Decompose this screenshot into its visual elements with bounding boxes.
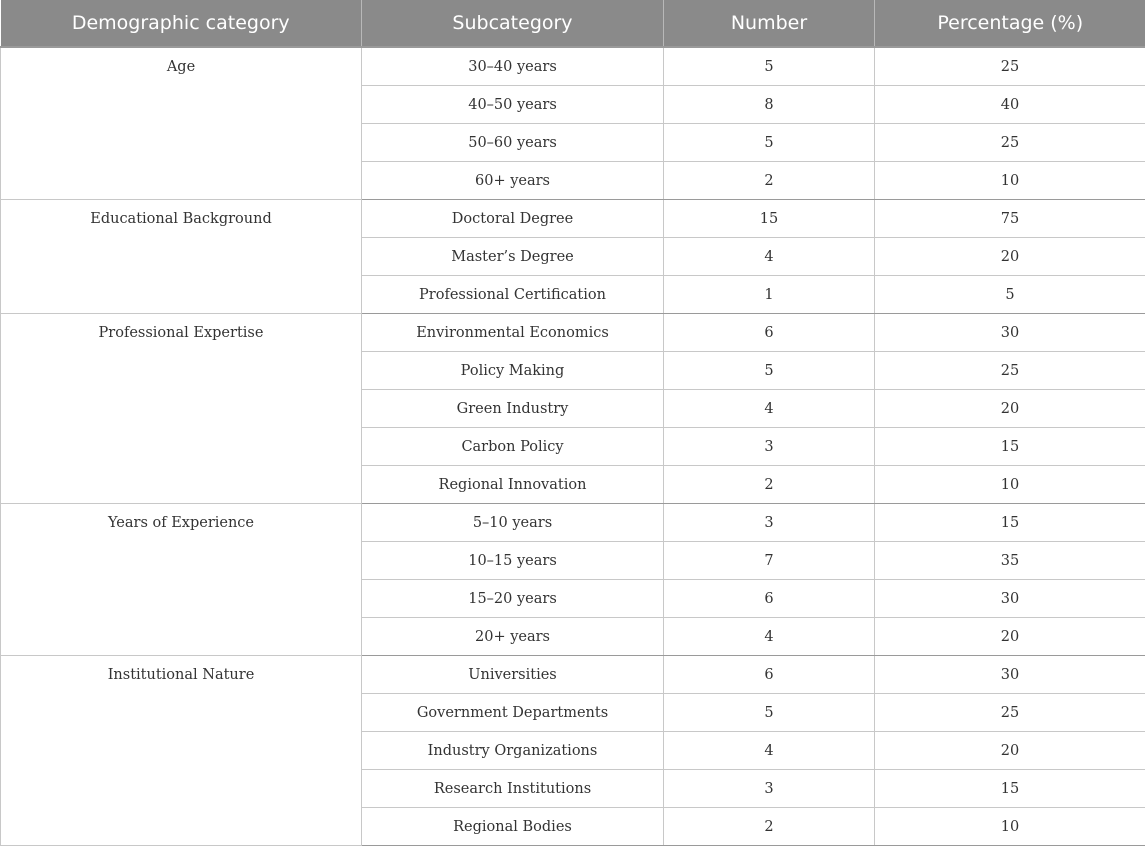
subcategory-cell: 15–20 years (362, 580, 664, 618)
number-cell: 5 (664, 124, 875, 162)
demographic-category-cell: Institutional Nature (1, 656, 362, 846)
number-cell: 4 (664, 238, 875, 276)
subcategory-cell: Regional Bodies (362, 808, 664, 846)
subcategory-cell: 40–50 years (362, 86, 664, 124)
number-cell: 4 (664, 618, 875, 656)
table-row (1, 47, 1145, 86)
number-cell: 5 (664, 352, 875, 390)
number-cell: 7 (664, 542, 875, 580)
subcategory-cell: Environmental Economics (362, 314, 664, 352)
subcategory-cell: 10–15 years (362, 542, 664, 580)
percentage-cell: 40 (875, 86, 1145, 124)
number-cell: 3 (664, 428, 875, 466)
percentage-cell: 10 (875, 162, 1145, 200)
percentage-cell: 75 (875, 200, 1145, 238)
percentage-cell: 30 (875, 314, 1145, 352)
number-cell: 6 (664, 580, 875, 618)
percentage-cell: 10 (875, 466, 1145, 504)
subcategory-cell: Regional Innovation (362, 466, 664, 504)
table-row (1, 656, 1145, 694)
number-cell: 5 (664, 47, 875, 86)
percentage-cell: 15 (875, 428, 1145, 466)
percentage-cell: 10 (875, 808, 1145, 846)
subcategory-cell: Industry Organizations (362, 732, 664, 770)
percentage-cell: 5 (875, 276, 1145, 314)
number-cell: 6 (664, 656, 875, 694)
subcategory-cell: Universities (362, 656, 664, 694)
number-cell: 1 (664, 276, 875, 314)
demographic-category-cell: Educational Background (1, 200, 362, 314)
percentage-cell: 30 (875, 656, 1145, 694)
subcategory-cell: 20+ years (362, 618, 664, 656)
subcategory-cell: Master’s Degree (362, 238, 664, 276)
percentage-cell: 20 (875, 732, 1145, 770)
percentage-cell: 15 (875, 504, 1145, 542)
number-cell: 6 (664, 314, 875, 352)
table-row (1, 200, 1145, 238)
number-cell: 2 (664, 162, 875, 200)
percentage-cell: 15 (875, 770, 1145, 808)
subcategory-cell: Policy Making (362, 352, 664, 390)
subcategory-cell: Professional Certification (362, 276, 664, 314)
demographic-category-cell: Age (1, 47, 362, 200)
header-number: Number (664, 0, 875, 47)
percentage-cell: 20 (875, 618, 1145, 656)
percentage-cell: 25 (875, 352, 1145, 390)
subcategory-cell: 30–40 years (362, 47, 664, 86)
number-cell: 8 (664, 86, 875, 124)
percentage-cell: 20 (875, 390, 1145, 428)
header-row (1, 0, 1145, 47)
subcategory-cell: Research Institutions (362, 770, 664, 808)
percentage-cell: 25 (875, 47, 1145, 86)
subcategory-cell: Government Departments (362, 694, 664, 732)
subcategory-cell: Green Industry (362, 390, 664, 428)
number-cell: 3 (664, 504, 875, 542)
percentage-cell: 25 (875, 124, 1145, 162)
percentage-cell: 25 (875, 694, 1145, 732)
demographic-category-cell: Years of Experience (1, 504, 362, 656)
header-percentage: Percentage (%) (875, 0, 1145, 47)
header-demographic-category: Demographic category (1, 0, 362, 47)
number-cell: 2 (664, 466, 875, 504)
subcategory-cell: Carbon Policy (362, 428, 664, 466)
subcategory-cell: 60+ years (362, 162, 664, 200)
subcategory-cell: 5–10 years (362, 504, 664, 542)
table-row (1, 314, 1145, 352)
number-cell: 4 (664, 732, 875, 770)
number-cell: 4 (664, 390, 875, 428)
subcategory-cell: Doctoral Degree (362, 200, 664, 238)
subcategory-cell: 50–60 years (362, 124, 664, 162)
number-cell: 15 (664, 200, 875, 238)
table-header (1, 0, 1145, 47)
header-subcategory: Subcategory (362, 0, 664, 47)
table-body (1, 47, 1145, 846)
percentage-cell: 35 (875, 542, 1145, 580)
demographic-category-cell: Professional Expertise (1, 314, 362, 504)
number-cell: 5 (664, 694, 875, 732)
table-row (1, 504, 1145, 542)
number-cell: 2 (664, 808, 875, 846)
number-cell: 3 (664, 770, 875, 808)
percentage-cell: 30 (875, 580, 1145, 618)
percentage-cell: 20 (875, 238, 1145, 276)
